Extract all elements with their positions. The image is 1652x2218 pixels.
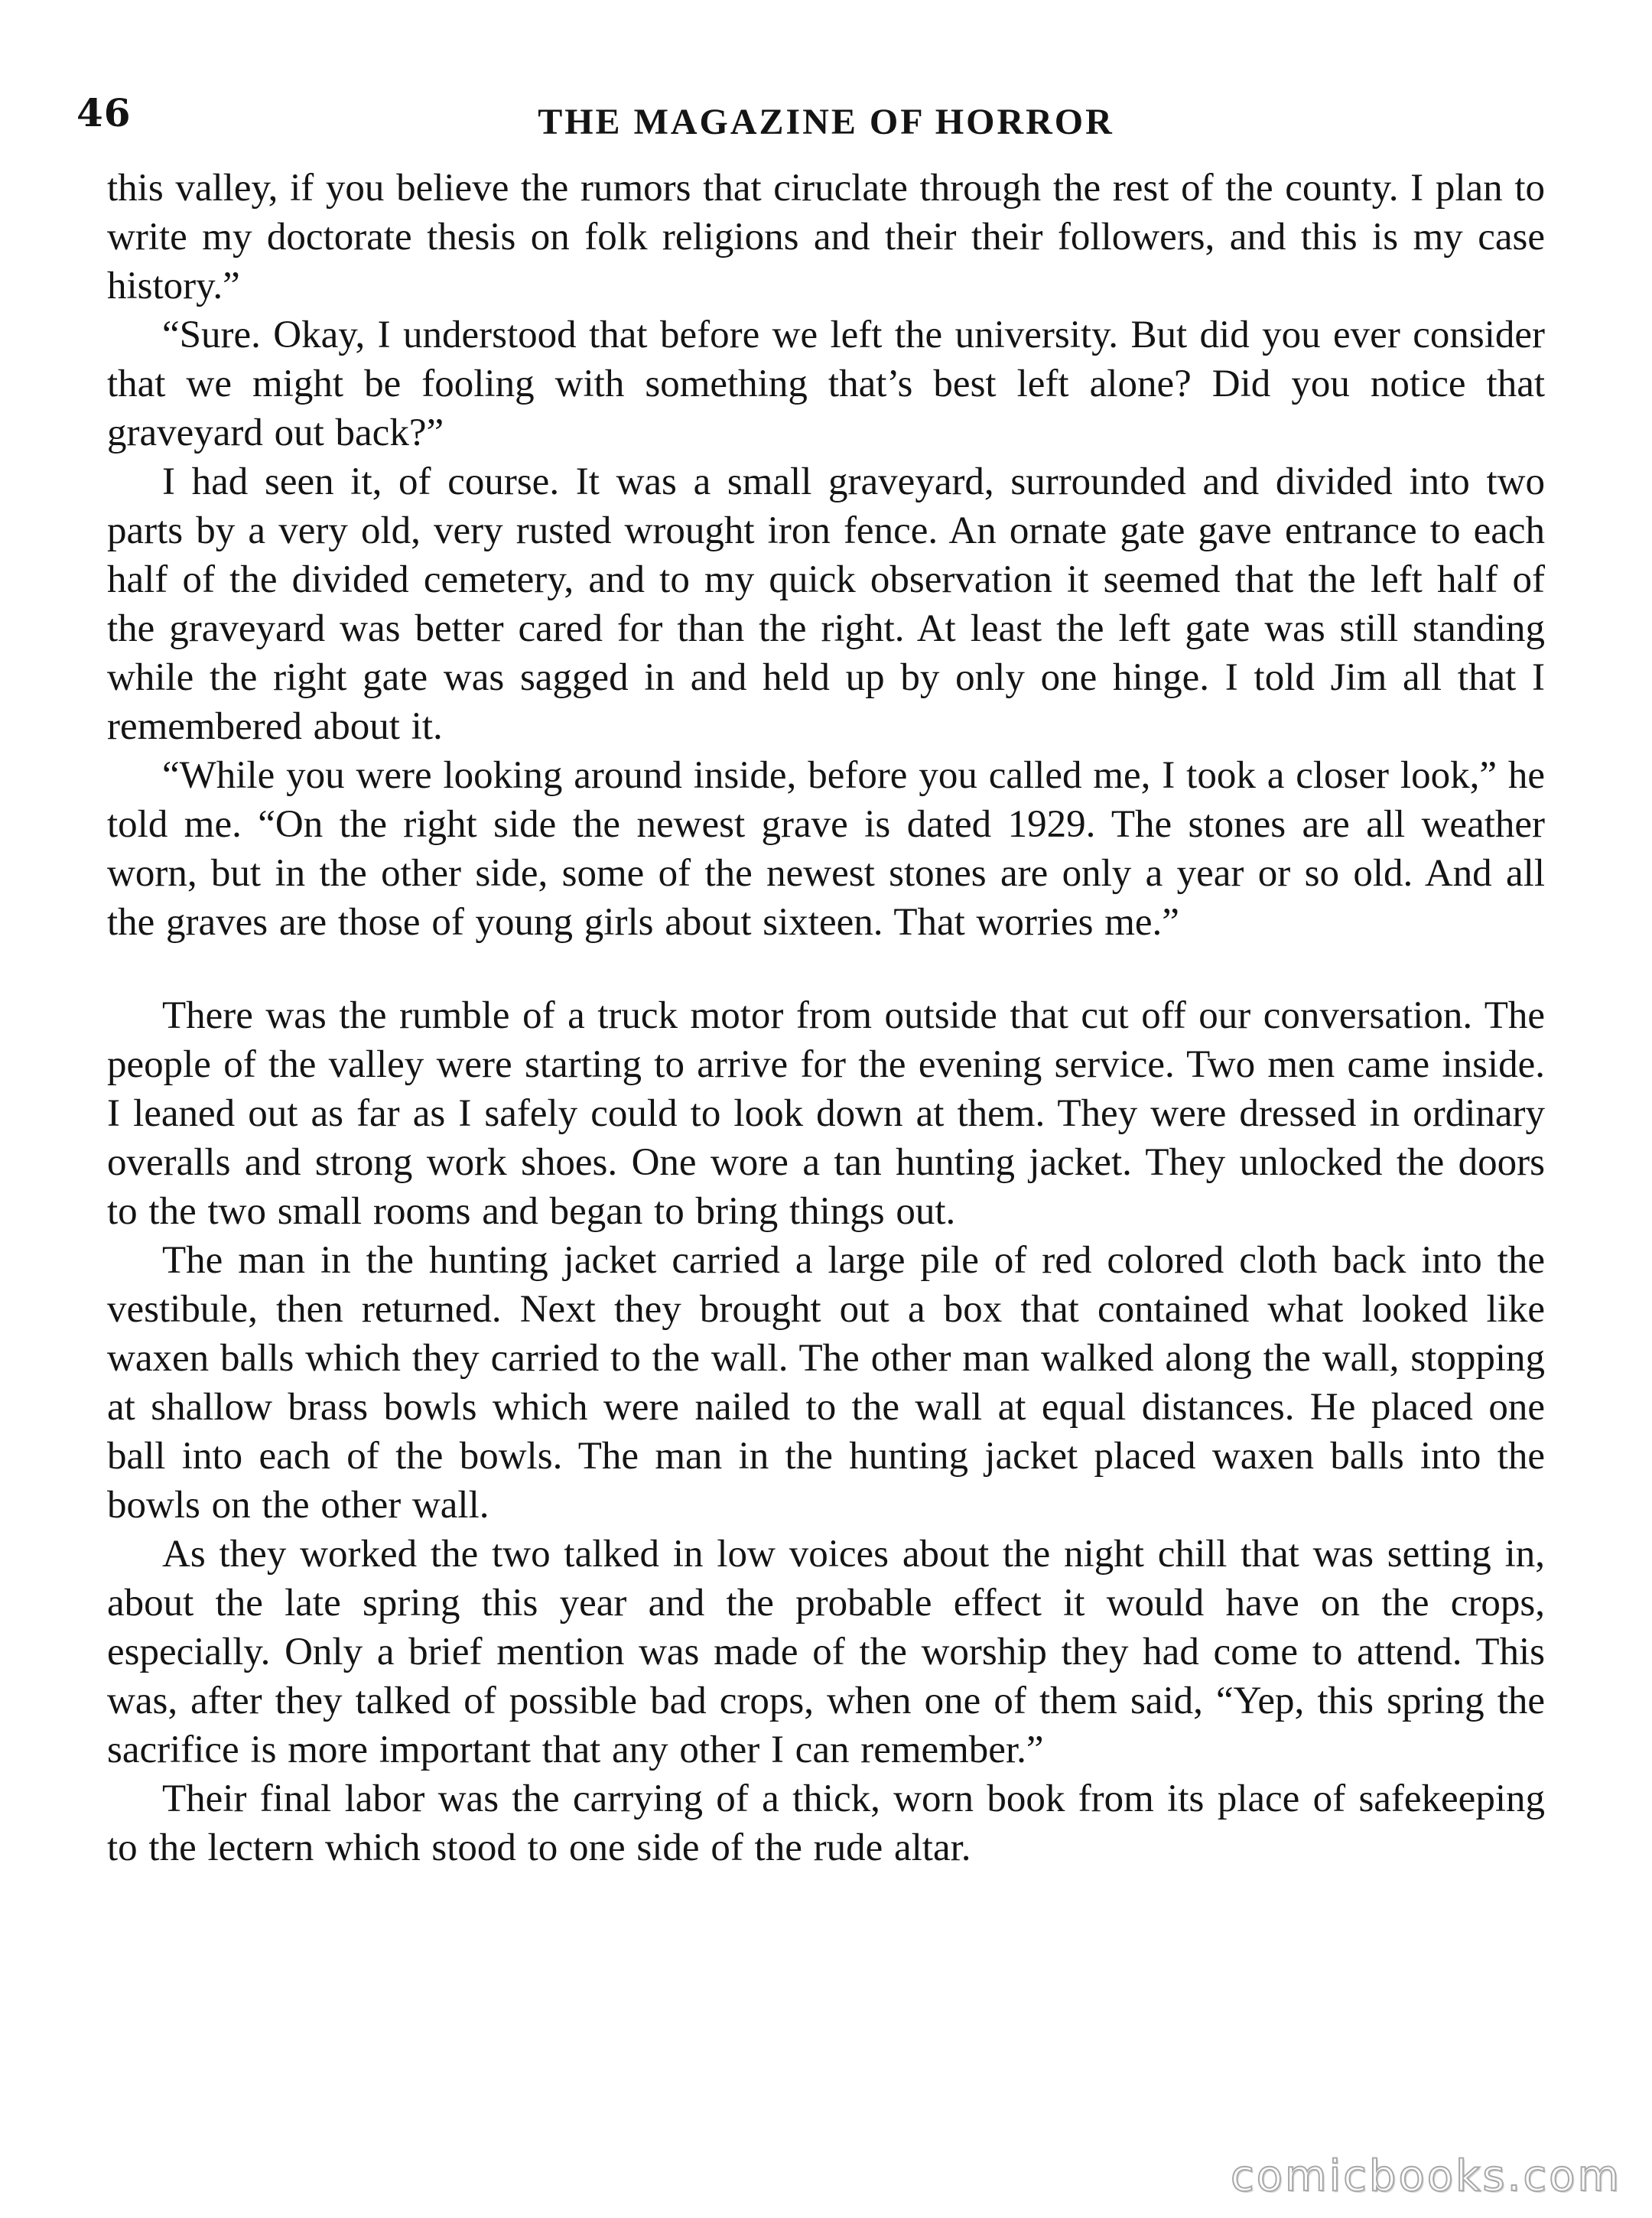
running-head: THE MAGAZINE OF HORROR	[538, 102, 1114, 142]
story-body	[107, 164, 1545, 1872]
paragraph-continued: this valley, if you believe the rumors that ciruclate through the rest of the county. I plan to write my doctorate thesis on folk religions and their their followers, and this is my case history.”	[107, 167, 1545, 307]
watermark: comicbooks.com	[1230, 2151, 1621, 2201]
paragraph: “Sure. Okay, I understood that before we left the university. But did you ever consider that we might be fooling with something that’s best left alone? Did you notice that graveyard out back?”	[107, 314, 1545, 454]
page-number: 46	[76, 90, 132, 135]
paragraph-section-start: There was the rumble of a truck motor from outside that cut off our conversation. The people of the valley were starting to arrive for the evening service. Two men came inside. I leaned out as far as I safely could to look down at them. They were dressed in ordinary overalls and strong work shoes. One wore a tan hunting jacket. They unlocked the doors to the two small rooms and began to bring things out.	[107, 994, 1545, 1233]
paragraph: The man in the hunting jacket carried a large pile of red colored cloth back into the vestibule, then returned. Next they brought out a box that contained what looked like waxen balls which they carried to the wall. The other man walked along the wall, stopping at shallow brass bowls which were nailed to the wall at equal distances. He placed one ball into each of the bowls. The man in the hunting jacket placed waxen balls into the bowls on the other wall.	[107, 1239, 1545, 1527]
paragraph: I had seen it, of course. It was a small graveyard, surrounded and divided into two parts by a very old, very rusted wrought iron fence. An ornate gate gave entrance to each half of the divided cemetery, and to my quick observation it seemed that the left half of the graveyard was better cared for than the right. At least the left gate was still standing while the right gate was sagged in and held up by only one hinge. I told Jim all that I remembered about it.	[107, 460, 1545, 748]
paragraph: As they worked the two talked in low voices about the night chill that was setting in, about the late spring this year and the probable effect it would have on the crops, especially. Only a brief mention was made of the worship they had come to attend. This was, after they talked of possible bad crops, when one of them said, “Yep, this spring the sacrifice is more important that any other I can remember.”	[107, 1533, 1545, 1771]
paragraph: “While you were looking around inside, before you called me, I took a closer look,” he told me. “On the right side the newest grave is dated 1929. The stones are all weather worn, but in the other side, some of the newest stones are only a year or so old. And all the graves are those of young girls about sixteen. That worries me.”	[107, 754, 1545, 944]
paragraph: Their final labor was the carrying of a thick, worn book from its place of safekeeping to the lectern which stood to one side of the rude altar.	[107, 1777, 1545, 1869]
